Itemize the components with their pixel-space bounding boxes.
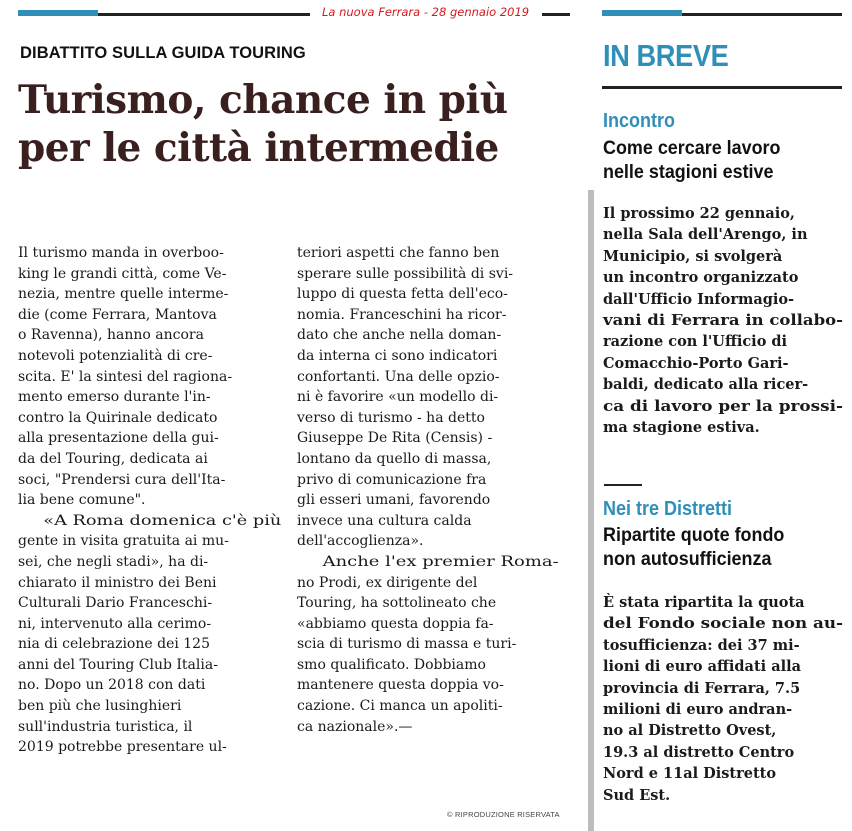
text-line: verso di turismo - ha detto — [297, 409, 485, 426]
top-rule — [98, 13, 310, 16]
text-line: dell'accoglienza». — [297, 533, 424, 550]
text-line: soci, "Prendersi cura dell'Ita- — [18, 471, 226, 488]
news-item-title — [603, 523, 784, 571]
text-line: ni è favorire «un modello di- — [297, 389, 499, 406]
text-line: invece una cultura calda — [297, 512, 472, 529]
text-line: scita. E' la sintesi del ragiona- — [18, 368, 233, 385]
article-headline — [18, 76, 578, 172]
text-line: cazione. Ci manca un apoliti- — [297, 698, 503, 715]
text-line: razione con l'Ufficio di — [603, 333, 788, 351]
news-item-title-line: nelle stagioni estive — [603, 161, 774, 183]
text-line: 2019 potrebbe presentare ul- — [18, 739, 227, 756]
news-item-title-line: Come cercare lavoro — [603, 137, 781, 159]
sidebar-title-rule — [602, 86, 842, 89]
sidebar-top-rule-accent — [602, 10, 682, 16]
text-line: no Prodi, ex dirigente del — [297, 574, 478, 591]
headline-line: Turismo, chance in più — [18, 77, 508, 123]
text-line: lioni di euro affidati alla — [603, 658, 802, 676]
text-line: die (come Ferrara, Mantova — [18, 306, 217, 323]
text-line: mento emerso durante l'in- — [18, 389, 211, 406]
item-separator — [604, 484, 642, 486]
news-item-title-line: Ripartite quote fondo — [603, 524, 785, 546]
text-line: Il prossimo 22 gennaio, — [603, 205, 795, 222]
text-line: o Ravenna), hanno ancora — [18, 327, 204, 344]
text-line: un incontro organizzato — [603, 269, 799, 287]
text-line: confortanti. Una delle opzio- — [297, 368, 500, 385]
text-line: È stata ripartita la quota — [603, 594, 805, 611]
article-kicker: DIBATTITO SULLA GUIDA TOURING — [20, 44, 306, 62]
text-line: del Fondo sociale non au- — [603, 615, 843, 633]
text-line: lontano da quello di massa, — [297, 450, 492, 467]
text-line: scia di turismo di massa e turi- — [297, 636, 517, 653]
sidebar-title: IN BREVE — [603, 38, 729, 73]
text-line: sperare sulle possibilità di svi- — [297, 265, 514, 282]
text-line: sull'industria turistica, il — [18, 718, 193, 735]
text-line: Anche l'ex premier Roma- — [322, 553, 559, 570]
text-line: dato che anche nella doman- — [297, 327, 502, 344]
copyright-notice: © RIPRODUZIONE RISERVATA — [447, 810, 560, 819]
top-rule-right — [542, 13, 570, 16]
text-line: gli esseri umani, favorendo — [297, 492, 491, 509]
text-line: tosufficienza: dei 37 mi- — [603, 636, 800, 654]
text-line: sei, che negli stadi», ha di- — [18, 553, 209, 570]
top-rule-accent — [18, 10, 98, 16]
text-line: nomia. Franceschini ha ricor- — [297, 306, 507, 323]
text-line: teriori aspetti che fanno ben — [297, 245, 500, 261]
text-line: contro la Quirinale dedicato — [18, 409, 218, 426]
text-line: Municipio, si svolgerà — [603, 247, 783, 265]
text-line: anni del Touring Club Italia- — [18, 656, 218, 673]
text-line: no al Distretto Ovest, — [603, 722, 777, 740]
sidebar-gray-bar — [588, 190, 594, 831]
text-line: baldi, dedicato alla ricer- — [603, 376, 809, 394]
text-line: Touring, ha sottolineato che — [297, 595, 497, 612]
text-line: mantenere questa doppia vo- — [297, 677, 504, 694]
news-item-body — [603, 203, 843, 438]
text-line: luppo di questa fetta dell'eco- — [297, 286, 508, 303]
text-line: milioni di euro andran- — [603, 701, 793, 719]
text-line: Culturali Dario Franceschi- — [18, 595, 213, 612]
text-line: lia bene comune". — [18, 492, 146, 509]
text-line: ca di lavoro per la prossi- — [603, 397, 843, 415]
text-line: nella Sala dell'Arengo, in — [603, 226, 808, 244]
text-line: no. Dopo un 2018 con dati — [18, 677, 206, 694]
news-item-title — [603, 136, 781, 184]
text-line: ca nazionale».— — [297, 718, 413, 735]
text-line: notevoli potenzialità di cre- — [18, 347, 213, 364]
text-line: nezia, mentre quelle interme- — [18, 286, 229, 303]
text-line: 19.3 al distretto Centro — [603, 743, 795, 761]
sidebar-top-rule — [682, 13, 842, 16]
text-line: ni, intervenuto alla cerimo- — [18, 615, 212, 632]
text-line: Il turismo manda in overboo- — [18, 245, 224, 261]
text-line: alla presentazione della gui- — [18, 430, 219, 447]
text-line: gente in visita gratuita ai mu- — [18, 533, 229, 550]
text-line: Nord e 11al Distretto — [603, 765, 777, 783]
publication-date-line: La nuova Ferrara - 28 gennaio 2019 — [322, 5, 530, 19]
news-item-title-line: non autosufficienza — [603, 548, 772, 570]
text-line: provincia di Ferrara, 7.5 — [603, 679, 801, 697]
text-line: dall'Ufficio Informagio- — [603, 290, 795, 308]
headline-line: per le città intermedie — [18, 125, 499, 171]
text-line: da interna ci sono indicatori — [297, 347, 498, 364]
text-line: Comacchio-Porto Gari- — [603, 354, 789, 372]
text-line: chiarato il ministro dei Beni — [18, 574, 217, 591]
text-line: «A Roma domenica c'è più — [43, 512, 282, 529]
news-item-body — [603, 592, 843, 806]
article-column-1 — [18, 243, 282, 758]
news-item-category: Incontro — [603, 110, 675, 132]
text-line: king le grandi città, come Ve- — [18, 265, 227, 282]
text-line: «abbiamo questa doppia fa- — [297, 615, 494, 632]
news-item-category: Nei tre Distretti — [603, 498, 733, 520]
text-line: Sud Est. — [603, 786, 671, 804]
text-line: ben più che lusinghieri — [18, 698, 182, 715]
text-line: da del Touring, dedicata ai — [18, 450, 208, 467]
text-line: privo di comunicazione fra — [297, 471, 487, 488]
article-column-2 — [297, 243, 559, 737]
text-line: vani di Ferrara in collabo- — [603, 312, 843, 330]
text-line: Giuseppe De Rita (Censis) - — [297, 430, 493, 447]
text-line: smo qualificato. Dobbiamo — [297, 656, 486, 673]
text-line: ma stagione estiva. — [603, 419, 760, 437]
text-line: nia di celebrazione dei 125 — [18, 636, 211, 653]
